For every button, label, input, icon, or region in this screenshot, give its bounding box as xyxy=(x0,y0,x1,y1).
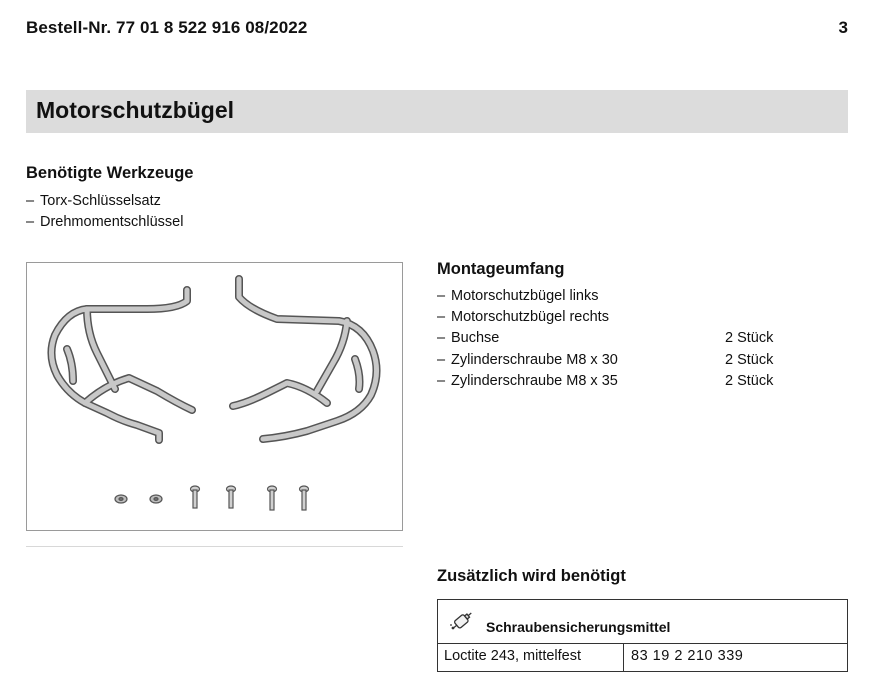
list-item: – Buchse 2 Stück xyxy=(437,330,774,347)
bushings xyxy=(115,495,162,503)
supplies-table xyxy=(437,599,848,672)
cell-divider xyxy=(623,643,624,672)
supplies-table-header xyxy=(438,600,847,644)
list-item: – Motorschutzbügel links xyxy=(437,288,599,304)
parts-illustration xyxy=(26,262,403,531)
page-title: Motorschutzbügel xyxy=(36,97,235,123)
list-item: – Motorschutzbügel rechts xyxy=(437,309,609,326)
supplies-table-title: Schraubensicherungsmittel xyxy=(486,619,671,635)
list-item: – Zylinderschraube M8 x 30 2 Stück xyxy=(437,351,774,368)
scope-list xyxy=(437,286,774,392)
scope-heading: Montageumfang xyxy=(437,260,565,278)
list-item: – Torx-Schlüsselsatz xyxy=(26,193,161,209)
page-number: 3 xyxy=(838,18,848,37)
header-order-number: Bestell-Nr. 77 01 8 522 916 08/2022 xyxy=(26,18,308,37)
divider xyxy=(26,546,403,547)
list-item: – Zylinderschraube M8 x 35 2 Stück xyxy=(437,372,774,389)
additional-heading: Zusätzlich wird benötigt xyxy=(437,567,626,585)
tools-heading: Benötigte Werkzeuge xyxy=(26,164,194,182)
supply-name: Loctite 243, mittelfest xyxy=(444,648,582,664)
tools-list xyxy=(26,191,183,233)
supply-part-number: 83 19 2 210 339 xyxy=(631,648,744,664)
list-item: – Drehmomentschlüssel xyxy=(26,214,184,231)
glue-bottle-icon xyxy=(448,608,474,639)
screws xyxy=(191,486,309,510)
title-band xyxy=(26,90,848,133)
